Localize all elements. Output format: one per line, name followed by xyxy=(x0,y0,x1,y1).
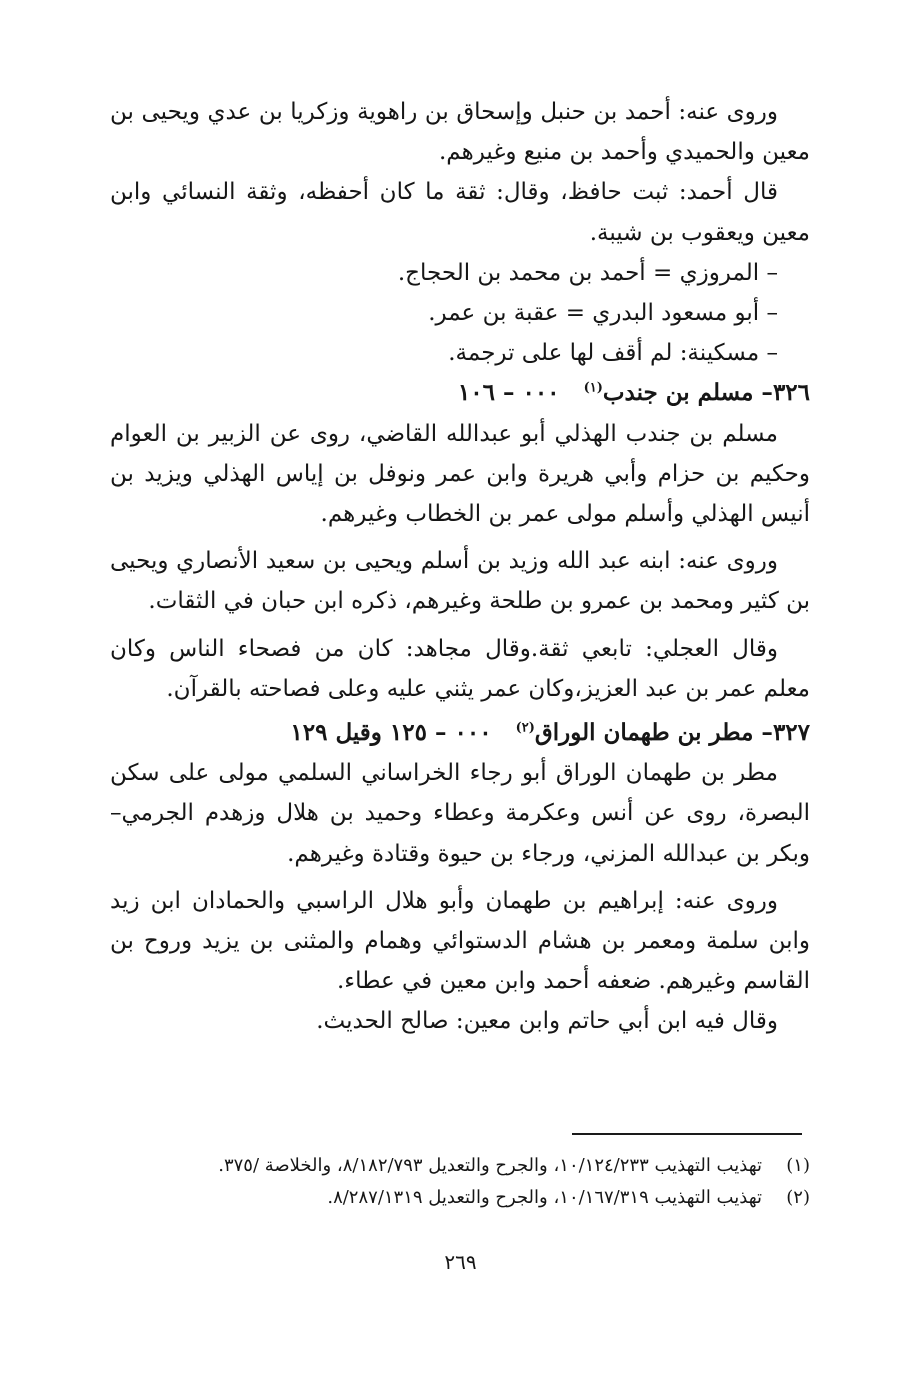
footnote-text: تهذيب التهذيب ١٠/١٦٧/٣١٩، والجرح والتعديل ٨/٢٨٧/١٣١٩. xyxy=(327,1187,762,1208)
paragraph: وقال فيه ابن أبي حاتم وابن معين: صالح الحديث. xyxy=(316,1008,778,1035)
paragraph: وقال العجلي: تابعي ثقة.وقال مجاهد: كان من فصحاء الناس وكان معلم عمر بن عبد العزيز،وكان عمر يثني عليه وعلى فصاحته بالقرآن. xyxy=(110,635,810,702)
paragraph: مسلم بن جندب الهذلي أبو عبدالله القاضي، روى عن الزبير بن العوام وحكيم بن حزام وأبي هريرة وابن عمر ونوفل بن إياس الهذلي ويزيد بن أنيس الهذلي وأسلم مولى عمر بن الخطاب وغيرهم. xyxy=(110,420,810,528)
paragraph: وروى عنه: أحمد بن حنبل وإسحاق بن راهوية وزكريا بن عدي ويحيى بن معين والحميدي وأحمد بن منيع وغيرهم. xyxy=(110,99,810,166)
footnote-separator xyxy=(572,1133,802,1135)
paragraph: وروى عنه: ابنه عبد الله وزيد بن أسلم ويحيى بن سعيد الأنصاري ويحيى بن كثير ومحمد بن عمرو بن طلحة وغيرهم، ذكره ابن حبان في الثقات. xyxy=(110,548,810,615)
footnote-number: (٢) xyxy=(786,1187,810,1208)
entry-dates: ٠٠٠ – ١٢٥ وقيل ١٢٩ xyxy=(290,719,492,747)
list-item: – مسكينة: لم أقف لها على ترجمة. xyxy=(448,340,778,367)
footnote-ref: (٢) xyxy=(515,720,535,736)
list-item: – أبو مسعود البدري = عقبة بن عمر. xyxy=(428,300,778,327)
footnote xyxy=(110,1150,810,1182)
footnote xyxy=(110,1182,810,1214)
entry-name: ٣٢٧– مطر بن طهمان الوراق xyxy=(534,719,810,747)
paragraph: وروى عنه: إبراهيم بن طهمان وأبو هلال الراسبي والحمادان ابن زيد وابن سلمة ومعمر بن هشام الدستوائي وهمام والمثنى بن يزيد وروح بن القاسم وغيرهم. ضعفه أحمد وابن معين في عطاء. xyxy=(110,887,810,995)
list-item: – المروزي = أحمد بن محمد بن الحجاج. xyxy=(397,259,778,286)
footnotes xyxy=(110,1150,810,1214)
footnote-ref: (١) xyxy=(583,380,603,396)
paragraph: قال أحمد: ثبت حافظ، وقال: ثقة ما كان أحفظه، وثقة النسائي وابن معين ويعقوب بن شيبة. xyxy=(110,179,810,246)
page-number: ٢٦٩ xyxy=(444,1250,477,1274)
entry-name: ٣٢٦– مسلم بن جندب xyxy=(602,379,810,407)
entry-heading-326 xyxy=(110,373,810,413)
footnote-number: (١) xyxy=(786,1155,810,1176)
paragraph: مطر بن طهمان الوراق أبو رجاء الخراساني السلمي مولى على سكن البصرة، روى عن أنس وعكرمة وعطاء وحميد بن هلال وزهدم الجرمي– وبكر بن عبدالله المزني، ورجاء بن حيوة وقتادة وغيرهم. xyxy=(110,760,810,867)
entry-heading-327 xyxy=(110,713,810,753)
entry-dates: ٠٠٠ – ١٠٦ xyxy=(457,379,560,407)
footnote-text: تهذيب التهذيب ١٠/١٢٤/٢٣٣، والجرح والتعديل ٨/١٨٢/٧٩٣، والخلاصة /٣٧٥. xyxy=(218,1155,762,1176)
main-text xyxy=(110,92,810,1042)
